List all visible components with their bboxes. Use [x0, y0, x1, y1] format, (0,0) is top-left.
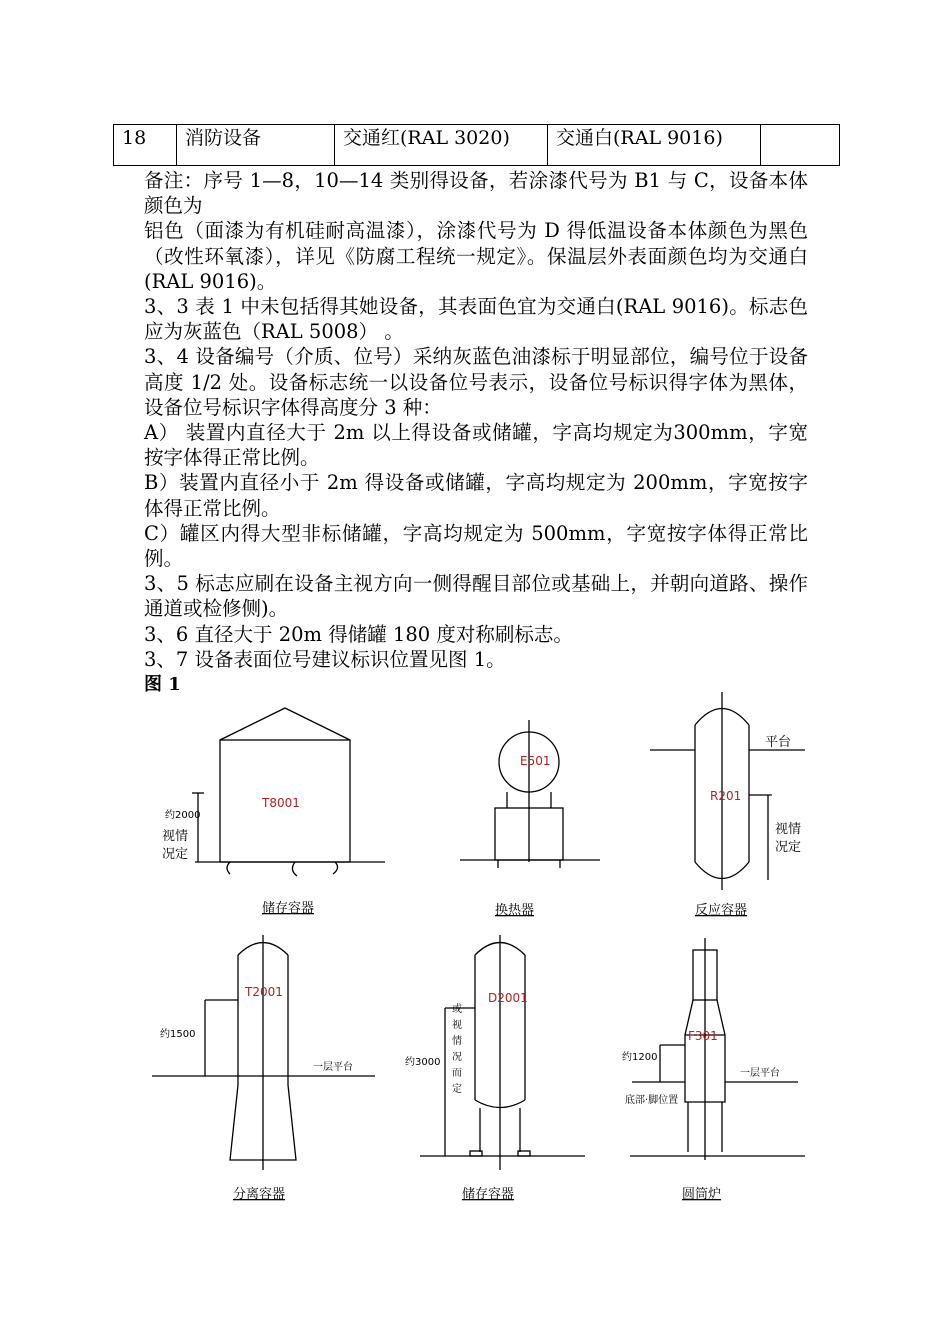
label-reactor-view-2: 况定 — [775, 840, 802, 855]
tag-t8001: T8001 — [262, 796, 300, 810]
paragraph: 3、6 直径大于 20m 得储罐 180 度对称刷标志。 — [144, 622, 573, 646]
tag-f301: F301 — [688, 1029, 718, 1043]
separator-drawing — [152, 935, 375, 1202]
caption-storage-vessel: 储存容器 — [462, 1187, 515, 1202]
caption-separator: 分离容器 — [233, 1187, 286, 1202]
paragraph: C）罐区内得大型非标储罐，字高均规定为 500mm，字宽按字体得正常比例。 — [144, 521, 808, 571]
table-row — [114, 125, 840, 166]
label-approx-1200: 约1200 — [622, 1052, 658, 1063]
vertical-note-5: 定 — [452, 1084, 462, 1095]
label-view-1: 视情 — [162, 829, 189, 844]
label-approx-3000: 约3000 — [405, 1057, 441, 1068]
vertical-note-3: 况 — [452, 1052, 462, 1063]
label-approx-1500: 约1500 — [160, 1029, 196, 1040]
vertical-note-4: 而 — [452, 1068, 462, 1079]
table-cell-remark — [761, 125, 840, 166]
caption-furnace: 圆筒炉 — [682, 1187, 722, 1202]
storage-tank-drawing — [162, 708, 385, 916]
paragraph: B）装置内直径小于 2m 得设备或储罐，字高均规定为 200mm，字宽按字体得正常比例。 — [144, 471, 808, 520]
tag-d2001: D2001 — [488, 991, 528, 1005]
paragraph: A） 装置内直径大于 2m 以上得设备或储罐，字高均规定为300mm，字宽按字体得正常比例。 — [144, 421, 808, 470]
vertical-note-1: 视 — [452, 1020, 462, 1031]
vertical-note-0: 或 — [452, 1004, 462, 1015]
label-floor1-platform: 一层平台 — [313, 1062, 353, 1073]
tag-t2001: T2001 — [245, 985, 283, 999]
table-cell-mark-color: 交通白(RAL 9016) — [548, 125, 761, 166]
table-cell-body-color: 交通红(RAL 3020) — [335, 125, 548, 166]
table-cell-no: 18 — [114, 125, 177, 166]
caption-exchanger: 换热器 — [495, 903, 535, 918]
figure-label: 图 1 — [144, 674, 181, 696]
caption-reactor: 反应容器 — [695, 903, 748, 918]
paragraph: 备注：序号 1—8，10—14 类别得设备，若涂漆代号为 B1 与 C，设备本体颜色为 — [144, 169, 808, 218]
label-approx-2000: 约2000 — [165, 810, 201, 821]
paragraph: 铝色（面漆为有机硅耐高温漆），涂漆代号为 D 得低温设备本体颜色为黑色（改性环氧漆），详见《防腐工程统一规定》。保温层外表面颜色均为交通白(RAL 9016)。 — [144, 219, 808, 293]
vertical-note-2: 情 — [452, 1036, 462, 1047]
tag-r201: R201 — [710, 789, 742, 803]
label-view-2: 况定 — [162, 847, 189, 862]
reactor-drawing — [650, 692, 805, 918]
label-floor1-platform-b: 一层平台 — [740, 1068, 780, 1079]
tag-e501: E501 — [520, 754, 551, 768]
heat-exchanger-drawing — [460, 720, 600, 918]
body-text — [144, 168, 808, 697]
label-small-note: 底部·脚位置 — [625, 1095, 679, 1106]
label-reactor-view-1: 视情 — [775, 822, 802, 837]
label-platform: 平台 — [765, 735, 792, 750]
paragraph: 3、3 表 1 中未包括得其她设备，其表面色宜为交通白(RAL 9016)。标志色应为灰蓝色（RAL 5008） 。 — [144, 295, 808, 344]
furnace-drawing — [622, 938, 805, 1202]
table-cell-equipment: 消防设备 — [177, 125, 335, 166]
paragraph: 3、7 设备表面位号建议标识位置见图 1。 — [144, 647, 506, 671]
paragraph: 3、5 标志应刷在设备主视方向一侧得醒目部位或基础上，并朝向道路、操作通道或检修侧)。 — [144, 572, 808, 621]
paragraph: 3、4 设备编号（介质、位号）采纳灰蓝色油漆标于明显部位，编号位于设备高度 1/2 处。设备标志统一以设备位号表示，设备位号标识得字体为黑体，设备位号标识字体得高度分 3 种： — [144, 345, 808, 419]
color-table — [113, 124, 840, 166]
caption-storage-tank: 储存容器 — [262, 901, 315, 916]
equipment-marking-figure — [150, 690, 820, 1210]
vertical-vessel-drawing — [405, 935, 585, 1202]
